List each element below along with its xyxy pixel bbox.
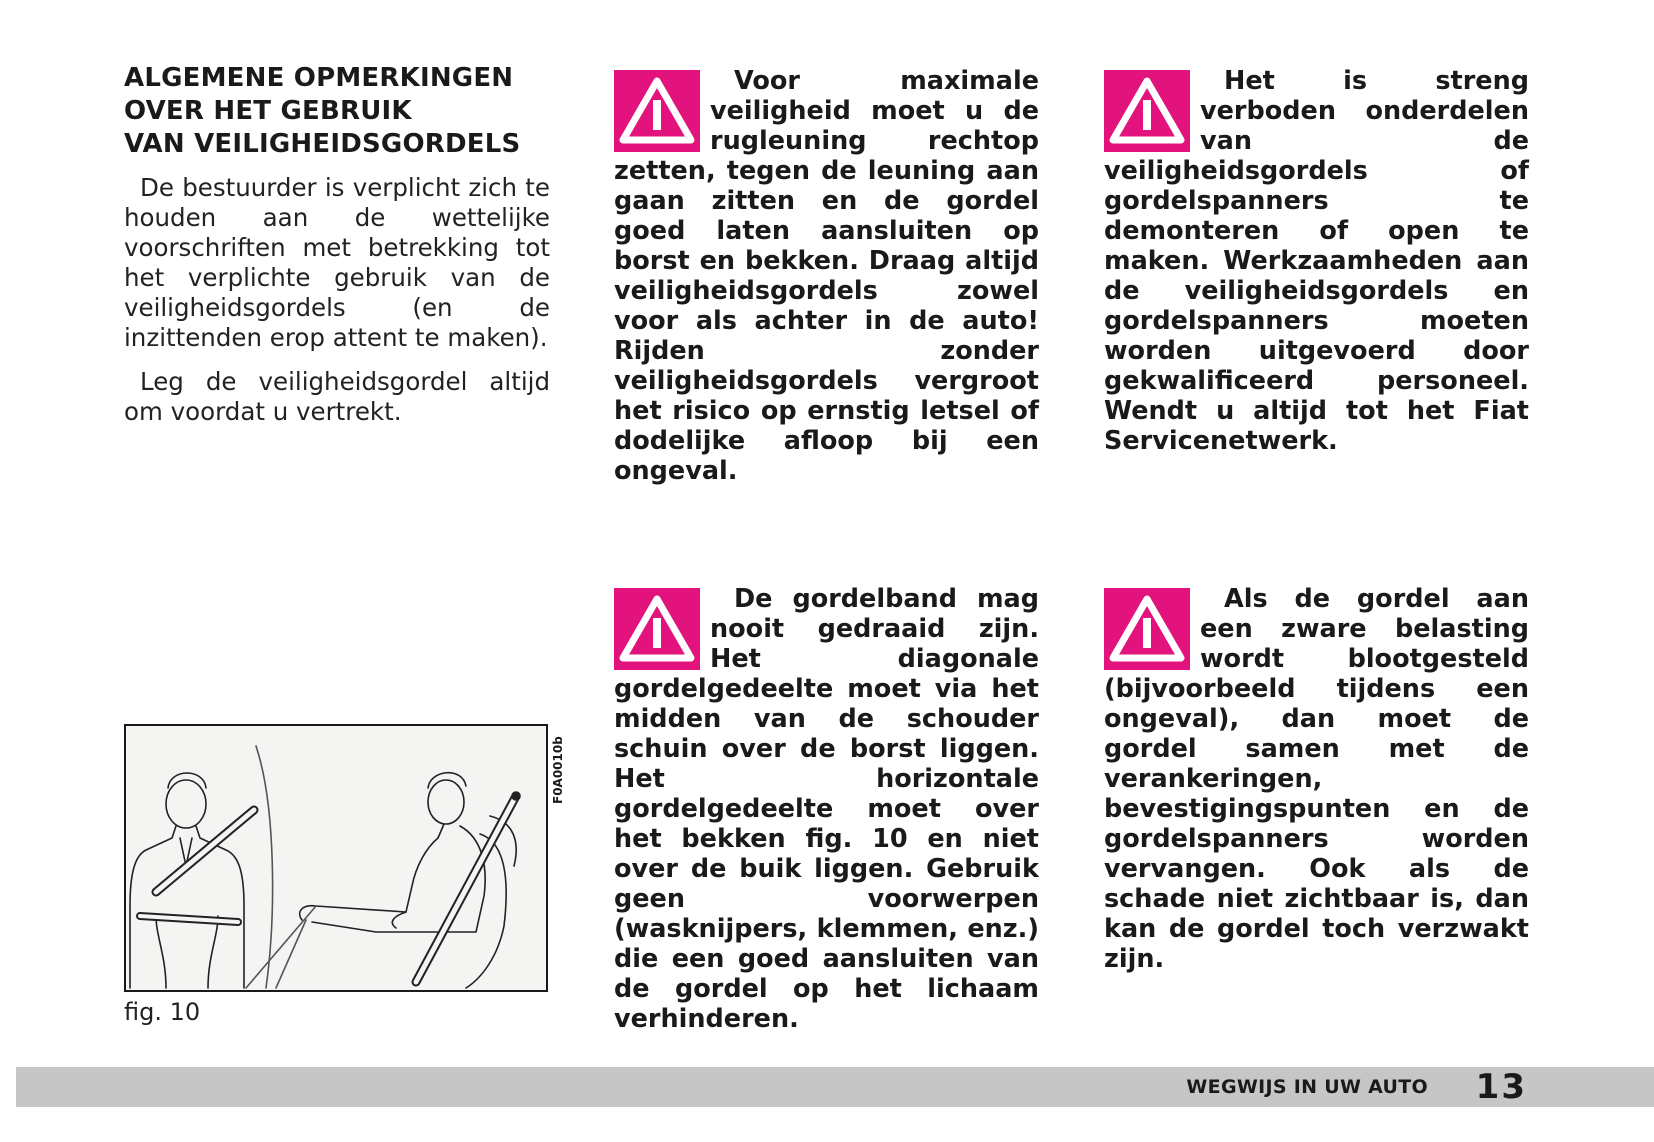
section-heading: ALGEMENE OPMERKINGEN OVER HET GEBRUIK VAN VEILIGHEIDSGORDELS — [124, 63, 521, 159]
figure-caption: fig. 10 — [124, 998, 201, 1026]
seatbelt-illustration — [124, 724, 548, 992]
figure-code: F0A0010b — [551, 736, 565, 804]
warning-triangle-icon — [1104, 588, 1190, 670]
warning-text: Als de gordel aan een zware belasting wordt blootgesteld (bijvoorbeeld tijdens een ongeval), dan moet de gordel samen met de verankeringen, bevestigingspunten en de gordelspanners worden vervangen. Ook als de schade niet zichtbaar is, dan kan de gordel toch verzwakt zijn. — [1104, 584, 1529, 974]
page-footer — [16, 1067, 1654, 1107]
body-paragraph-2: Leg de veiligheidsgordel altijd om voordat u vertrekt. — [124, 367, 550, 426]
warning-triangle-icon — [614, 70, 700, 152]
page-number: 13 — [1475, 1067, 1527, 1107]
footer-section-title: WEGWIJS IN UW AUTO — [1186, 1076, 1428, 1098]
warning-block-top-right — [1104, 66, 1529, 456]
warning-block-bottom-right — [1104, 584, 1529, 974]
left-column — [124, 62, 550, 441]
body-paragraph-1: De bestuurder is verplicht zich te houden aan de wettelijke voorschriften met betrekking tot het verplichte gebruik van de veiligheidsgordels (en de inzittenden erop attent te maken). — [124, 173, 550, 352]
warning-text: Voor maximale veiligheid moet u de rugleuning rechtop zetten, tegen de leuning aan gaan zitten en de gordel goed laten aansluiten op borst en bekken. Draag altijd veiligheidsgordels zowel voor als achter in de auto! Rijden zonder veiligheidsgordels vergroot het risico op ernstig letsel of dodelijke afloop bij een ongeval. — [614, 66, 1039, 486]
warning-triangle-icon — [1104, 70, 1190, 152]
warning-triangle-icon — [614, 588, 700, 670]
warning-block-bottom-middle — [614, 584, 1039, 1034]
warning-text: De gordelband mag nooit gedraaid zijn. Het diagonale gordelgedeelte moet via het midden van de schouder schuin over de borst liggen. Het horizontale gordelgedeelte moet over het bekken fig. 10 en niet over de buik liggen. Gebruik geen voorwerpen (wasknijpers, klemmen, enz.) die een goed aansluiten van de gordel op het lichaam verhinderen. — [614, 584, 1039, 1034]
warning-block-top-middle — [614, 66, 1039, 486]
warning-text: Het is streng verboden onderdelen van de veiligheidsgordels of gordelspanners te demonteren of open te maken. Werkzaamheden aan de veiligheidsgordels en gordelspanners moeten worden uitgevoerd door gekwalificeerd personeel. Wendt u altijd tot het Fiat Servicenetwerk. — [1104, 66, 1529, 456]
